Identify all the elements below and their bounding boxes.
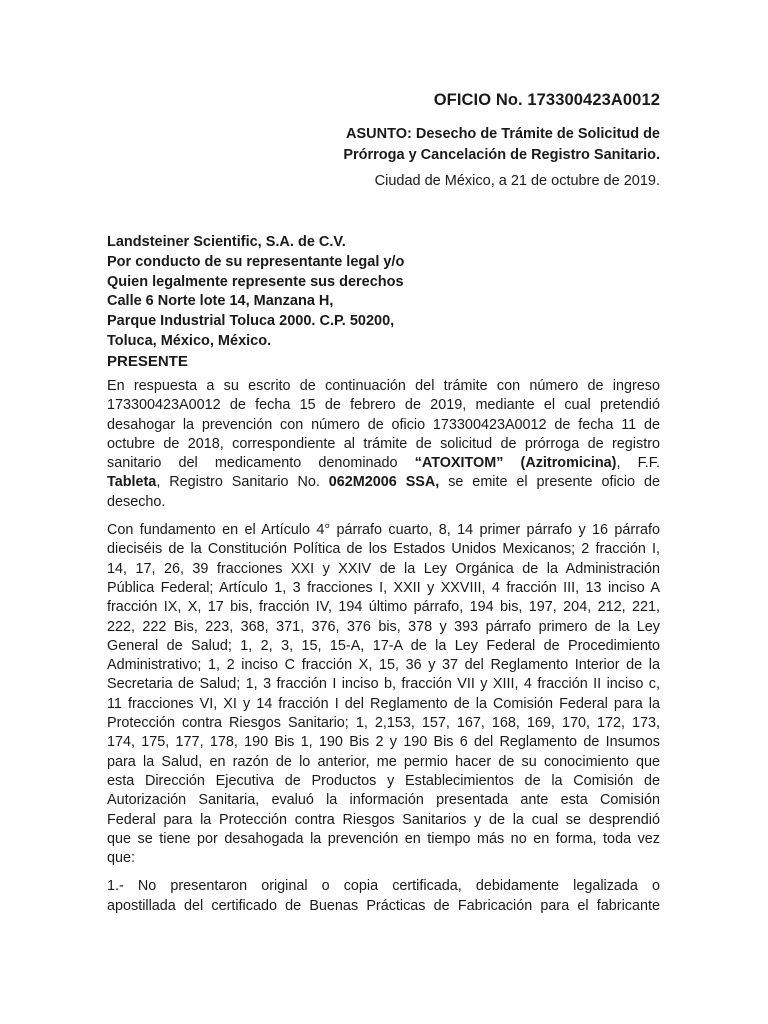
paragraph-line: Autorización Sanitaria, evaluó la información presentada ante esta Comisión bbox=[107, 792, 660, 809]
paragraph-line bbox=[107, 454, 660, 473]
paragraph-line bbox=[107, 473, 660, 492]
paragraph-line: esta Dirección Ejecutiva de Productos y Establecimientos de la Comisión de bbox=[107, 772, 660, 789]
asunto-line: Prórroga y Cancelación de Registro Sanitario. bbox=[343, 147, 660, 163]
paragraph-line: desecho. bbox=[107, 493, 166, 510]
paragraph-line: 174, 175, 177, 178, 190 Bis 1, 190 Bis 2 y 190 Bis 6 del Reglamento de Insumos bbox=[107, 734, 660, 751]
paragraph-response bbox=[107, 377, 660, 512]
paragraph-line: Protección contra Riesgos Sanitario; 1, 2,153, 157, 167, 168, 169, 170, 172, 173, bbox=[107, 715, 660, 732]
recipient-line: Por conducto de su representante legal y/o bbox=[107, 253, 405, 270]
paragraph-line: Pública Federal; Artículo 1, 3 fracciones I, XXII y XXVIII, 4 fracción III, 13 inciso A bbox=[107, 579, 660, 596]
date-line: Ciudad de México, a 21 de octubre de 2019. bbox=[374, 173, 660, 189]
recipient-line: Toluca, México, México. bbox=[107, 332, 272, 349]
paragraph-line: que se tiene por desahogada la prevención en tiempo más no en forma, toda vez bbox=[107, 830, 660, 847]
paragraph-line: 11 fracciones VI, XI y 14 fracción I del Reglamento de la Comisión Federal para la bbox=[107, 695, 660, 712]
recipient-block bbox=[107, 233, 404, 372]
paragraph-line: Secretaria de Salud; 1, 3 fracción I inciso b, fracción VII y XIII, 4 fracción II inciso c, bbox=[107, 676, 660, 693]
paragraph-line: dieciséis de la Constitución Política de los Estados Unidos Mexicanos; 2 fracción I, bbox=[107, 541, 660, 558]
oficio-number: OFICIO No. 173300423A0012 bbox=[433, 91, 660, 109]
text-run: , F.F. bbox=[616, 455, 660, 472]
recipient-line: Landsteiner Scientific, S.A. de C.V. bbox=[107, 234, 346, 250]
paragraph-line: desahogar la prevención con número de oficio 173300423A0012 de fecha 11 de bbox=[107, 416, 660, 433]
paragraph-line: Federal para la Protección contra Riesgos Sanitarios y de la cual se desprendió bbox=[107, 811, 660, 828]
asunto-block bbox=[343, 124, 660, 166]
recipient-line: Parque Industrial Toluca 2000. C.P. 50200, bbox=[107, 313, 395, 330]
text-run: se emite el presente oficio de bbox=[439, 474, 660, 491]
paragraph-line: 173300423A0012 de fecha 15 de febrero de 2019, mediante el cual pretendió bbox=[107, 397, 660, 414]
paragraph-line: En respuesta a su escrito de continuación del trámite con número de ingreso bbox=[107, 378, 660, 394]
paragraph-line: 14, 17, 26, 39 fracciones XXI y XXIV de la Ley Orgánica de la Administración bbox=[107, 560, 660, 577]
paragraph-legal-basis bbox=[107, 521, 660, 868]
paragraph-line: Con fundamento en el Artículo 4° párrafo cuarto, 8, 14 primer párrafo y 16 párrafo bbox=[107, 522, 660, 539]
paragraph-point-1 bbox=[107, 877, 660, 916]
recipient-line: Quien legalmente represente sus derechos bbox=[107, 273, 404, 290]
paragraph-line: octubre de 2018, correspondiente al trámite de solicitud de prórroga de registro bbox=[107, 435, 660, 452]
paragraph-line: que: bbox=[107, 850, 136, 867]
document-body bbox=[107, 377, 660, 925]
paragraph-line: para la Salud, en razón de lo anterior, me permio hacer de su conocimiento que bbox=[107, 753, 660, 770]
paragraph-line: General de Salud; 1, 2, 3, 15, 15-A, 17-A de la Ley Federal de Procedimiento bbox=[107, 637, 660, 654]
paragraph-line: apostillada del certificado de Buenas Prácticas de Fabricación para el fabricante bbox=[107, 897, 660, 914]
asunto-line: ASUNTO: Desecho de Trámite de Solicitud de bbox=[346, 126, 660, 142]
presente-label: PRESENTE bbox=[107, 352, 188, 370]
text-run: sanitario del medicamento denominado bbox=[107, 455, 415, 472]
paragraph-line: Administrativo; 1, 2 inciso C fracción X, 15, 36 y 37 del Reglamento Interior de la bbox=[107, 657, 660, 674]
paragraph-line: 222, 222 Bis, 223, 368, 371, 376, 376 bis, 378 y 393 párrafo primero de la Ley bbox=[107, 618, 660, 635]
pharmaceutical-form: Tableta bbox=[107, 474, 157, 491]
registration-number: 062M2006 SSA, bbox=[328, 474, 440, 491]
paragraph-line: 1.- No presentaron original o copia certificada, debidamente legalizada o bbox=[107, 878, 660, 895]
paragraph-line: fracción IX, X, 17 bis, fracción IV, 194 último párrafo, 194 bis, 197, 204, 212, 221, bbox=[107, 599, 660, 616]
recipient-line: Calle 6 Norte lote 14, Manzana H, bbox=[107, 293, 334, 310]
text-run: , Registro Sanitario No. bbox=[156, 474, 329, 491]
product-name: “ATOXITOM” (Azitromicina) bbox=[414, 455, 617, 472]
